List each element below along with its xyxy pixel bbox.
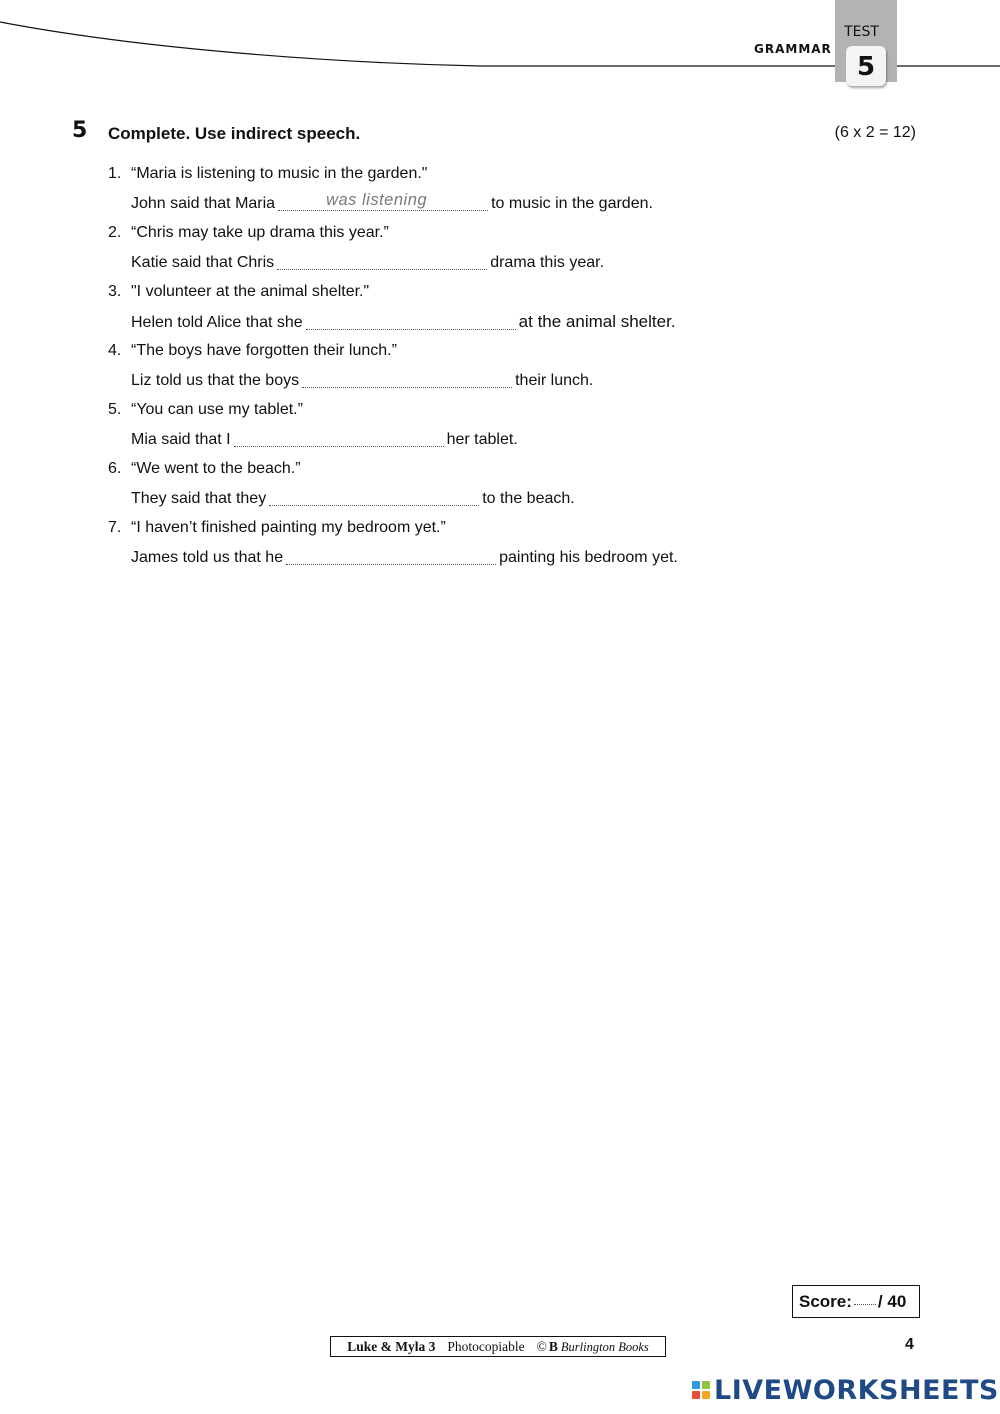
page-number: 4 [905,1336,914,1353]
logo-square [692,1381,700,1389]
item-prompt: James told us that he [131,548,284,566]
score-blank[interactable] [854,1304,876,1305]
exercise-number: 5 [72,118,88,143]
exercise-item [108,516,928,575]
answer-text[interactable]: was listening [326,190,428,209]
footer-credit [330,1336,666,1357]
item-number: 2. [108,224,122,241]
item-prompt: Helen told Alice that she [131,313,303,331]
item-prompt: Katie said that Chris [131,253,275,271]
item-ending: painting his bedroom yet. [499,548,678,566]
section-label: GRAMMAR [754,42,832,56]
item-quote: “I haven’t finished painting my bedroom yet.” [131,519,446,536]
exercise-item [108,280,928,339]
answer-blank[interactable] [302,369,512,388]
answer-blank[interactable] [234,428,444,447]
exercise-item [108,221,928,280]
publisher-logo-icon: B [548,1339,558,1354]
answer-blank[interactable] [278,192,488,211]
book-title: Luke & Myla 3 [347,1339,436,1354]
item-number: 5. [108,401,122,418]
answer-blank[interactable] [286,546,496,565]
item-number: 7. [108,519,122,536]
watermark-text: LIVEWORKSHEETS [714,1374,999,1406]
item-number: 1. [108,165,122,182]
item-prompt: John said that Maria [131,194,276,212]
exercise-instruction: Complete. Use indirect speech. [108,124,361,143]
item-ending: drama this year. [490,253,605,271]
item-quote: “The boys have forgotten their lunch.” [131,342,397,359]
item-quote: “Maria is listening to music in the garden." [131,165,428,182]
item-ending: to music in the garden. [491,194,653,212]
item-number: 4. [108,342,122,359]
logo-square [692,1391,700,1399]
item-number: 6. [108,460,122,477]
item-prompt: Liz told us that the boys [131,371,300,389]
score-label: Score: [799,1292,852,1311]
item-quote: “We went to the beach.” [131,460,301,477]
answer-blank[interactable] [269,487,479,506]
liveworksheets-logo-icon [692,1381,710,1399]
item-prompt: Mia said that I [131,430,231,448]
score-total: / 40 [877,1292,907,1311]
test-label: TEST [844,24,879,40]
item-quote: “Chris may take up drama this year.” [131,224,389,241]
score-box [792,1285,920,1318]
answer-blank[interactable] [306,311,516,330]
exercise-item [108,457,928,516]
item-ending: to the beach. [482,489,575,507]
item-ending: at the animal shelter. [518,311,676,331]
logo-square [702,1391,710,1399]
item-number: 3. [108,283,122,300]
exercise-item [108,398,928,457]
item-ending: her tablet. [446,430,518,448]
item-ending: their lunch. [515,371,594,389]
exercise-points: (6 x 2 = 12) [834,124,916,141]
exercise-item [108,339,928,398]
item-quote: "I volunteer at the animal shelter." [131,283,370,300]
photocopiable-label: Photocopiable [447,1339,525,1354]
test-number: 5 [846,46,886,86]
item-quote: “You can use my tablet.” [131,401,303,418]
answer-blank[interactable] [277,251,487,270]
logo-square [702,1381,710,1389]
exercise-list [108,162,928,575]
item-prompt: They said that they [131,489,267,507]
exercise-item [108,162,928,221]
copyright-symbol: © [536,1339,547,1354]
publisher-name: Burlington Books [560,1340,649,1354]
liveworksheets-watermark [692,1373,999,1407]
test-tab [835,0,897,82]
